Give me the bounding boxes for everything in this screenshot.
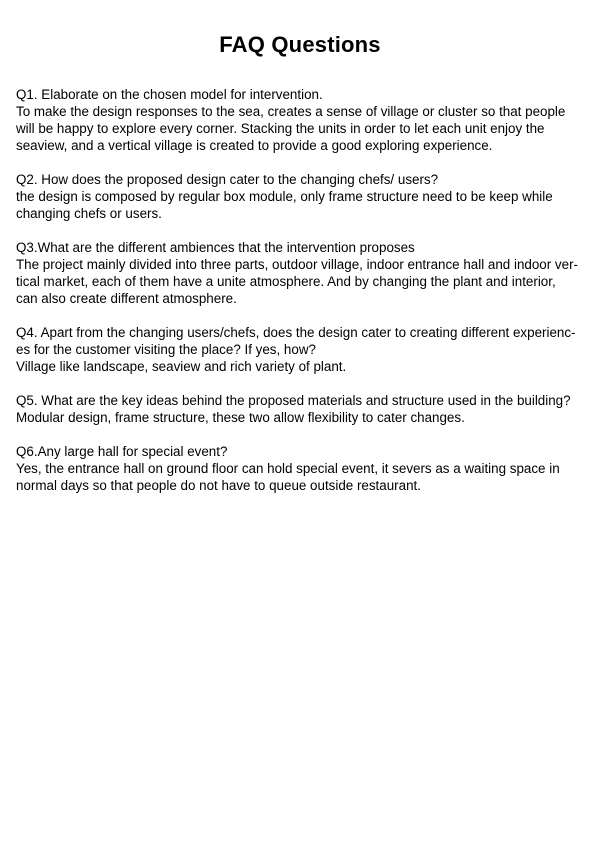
faq-question: es for the customer visiting the place? If yes, how? [16,342,316,357]
faq-answer-line: seaview, and a vertical village is created to provide a good exploring experience. [16,138,493,153]
faq-question: Q1. Elaborate on the chosen model for intervention. [16,87,323,102]
faq-answer-line: Yes, the entrance hall on ground floor can hold special event, it severs as a waiting space in [16,461,560,476]
faq-question: Q4. Apart from the changing users/chefs, does the design cater to creating different experienc- [16,325,576,340]
faq-question: Q6.Any large hall for special event? [16,444,228,459]
faq-answer-line: changing chefs or users. [16,206,162,221]
faq-answer-line: To make the design responses to the sea, creates a sense of village or cluster so that people [16,104,566,119]
faq-question: Q3.What are the different ambiences that the intervention proposes [16,240,415,255]
faq-item-q1 [16,86,584,154]
faq-answer-line: can also create different atmosphere. [16,291,237,306]
faq-item-q3 [16,239,584,307]
faq-item-q2 [16,171,584,222]
faq-answer-line: will be happy to explore every corner. Stacking the units in order to let each unit enjoy the [16,121,545,136]
page-title: FAQ Questions [219,32,381,57]
faq-answer-line: The project mainly divided into three parts, outdoor village, indoor entrance hall and indoor ver- [16,257,578,272]
faq-answer-line: the design is composed by regular box module, only frame structure need to be keep while [16,189,553,204]
faq-answer-line: Modular design, frame structure, these two allow flexibility to cater changes. [16,410,465,425]
faq-answer-line: tical market, each of them have a unite atmosphere. And by changing the plant and interior, [16,274,556,289]
faq-item-q4 [16,324,584,375]
faq-answer-line: Village like landscape, seaview and rich variety of plant. [16,359,347,374]
faq-answer-line: normal days so that people do not have to queue outside restaurant. [16,478,421,493]
faq-list [16,86,584,494]
faq-question: Q5. What are the key ideas behind the proposed materials and structure used in the building? [16,393,571,408]
faq-question: Q2. How does the proposed design cater to the changing chefs/ users? [16,172,439,187]
faq-item-q6 [16,443,584,494]
faq-item-q5 [16,392,584,426]
